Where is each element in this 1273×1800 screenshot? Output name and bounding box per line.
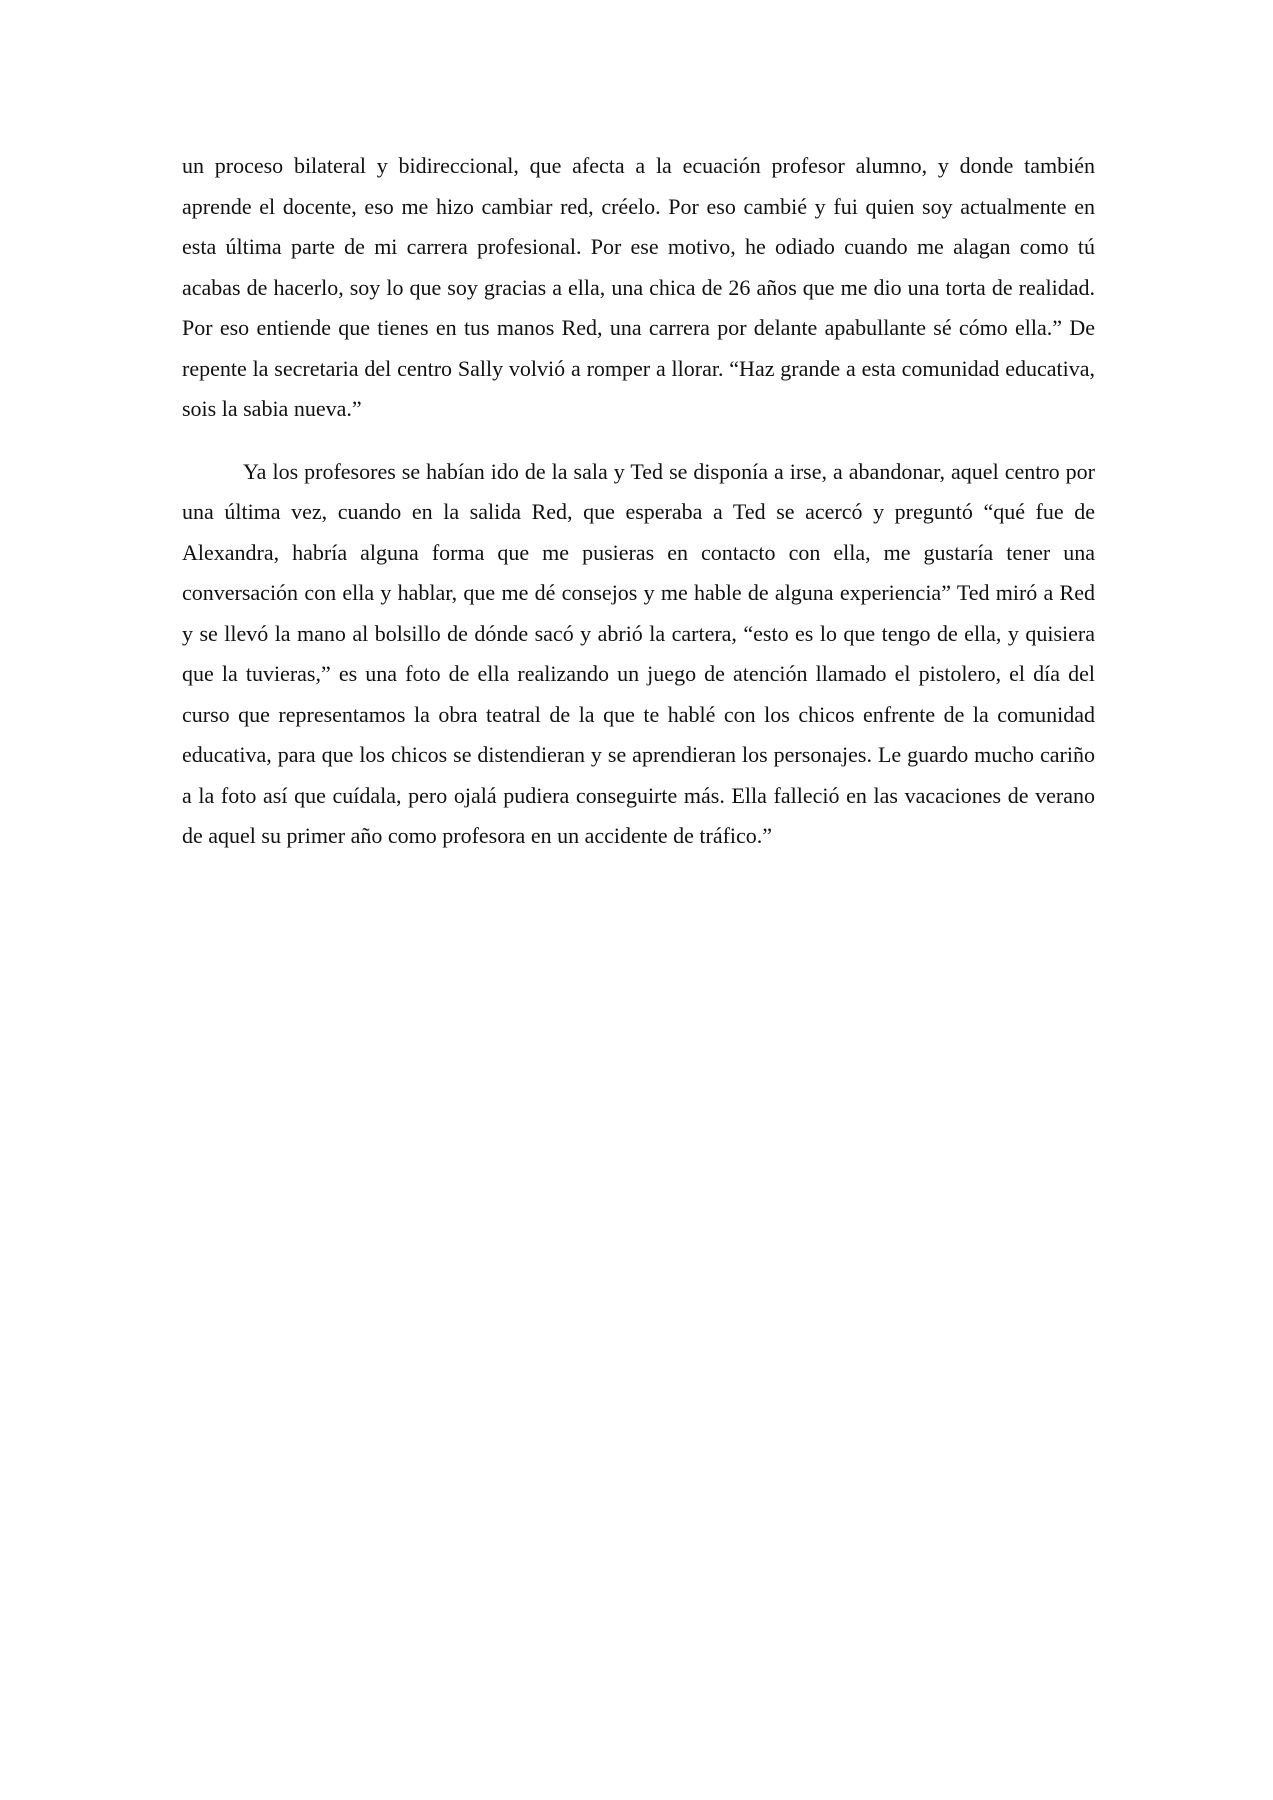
body-text	[182, 146, 1095, 857]
paragraph-1: un proceso bilateral y bidireccional, que afecta a la ecuación profesor alumno, y donde también aprende el docente, eso me hizo cambiar red, créelo. Por eso cambié y fui quien soy actualmente en esta última parte de mi carrera profesional. Por ese motivo, he odiado cuando me alagan como tú acabas de hacerlo, soy lo que soy gracias a ella, una chica de 26 años que me dio una torta de realidad. Por eso entiende que tienes en tus manos Red, una carrera por delante apabullante sé cómo ella.” De repente la secretaria del centro Sally volvió a romper a llorar. “Haz grande a esta comunidad educativa, sois la sabia nueva.”	[182, 153, 1095, 421]
paragraph-2: Ya los profesores se habían ido de la sala y Ted se disponía a irse, a abandonar, aquel centro por una última vez, cuando en la salida Red, que esperaba a Ted se acercó y preguntó “qué fue de Alexandra, habría alguna forma que me pusieras en contacto con ella, me gustaría tener una conversación con ella y hablar, que me dé consejos y me hable de alguna experiencia” Ted miró a Red y se llevó la mano al bolsillo de dónde sacó y abrió la cartera, “esto es lo que tengo de ella, y quisiera que la tuvieras,” es una foto de ella realizando un juego de atención llamado el pistolero, el día del curso que representamos la obra teatral de la que te hablé con los chicos enfrente de la comunidad educativa, para que los chicos se distendieran y se aprendieran los personajes. Le guardo mucho cariño a la foto así que cuídala, pero ojalá pudiera conseguirte más. Ella falleció en las vacaciones de verano de aquel su primer año como profesora en un accidente de tráfico.”	[182, 458, 1095, 848]
